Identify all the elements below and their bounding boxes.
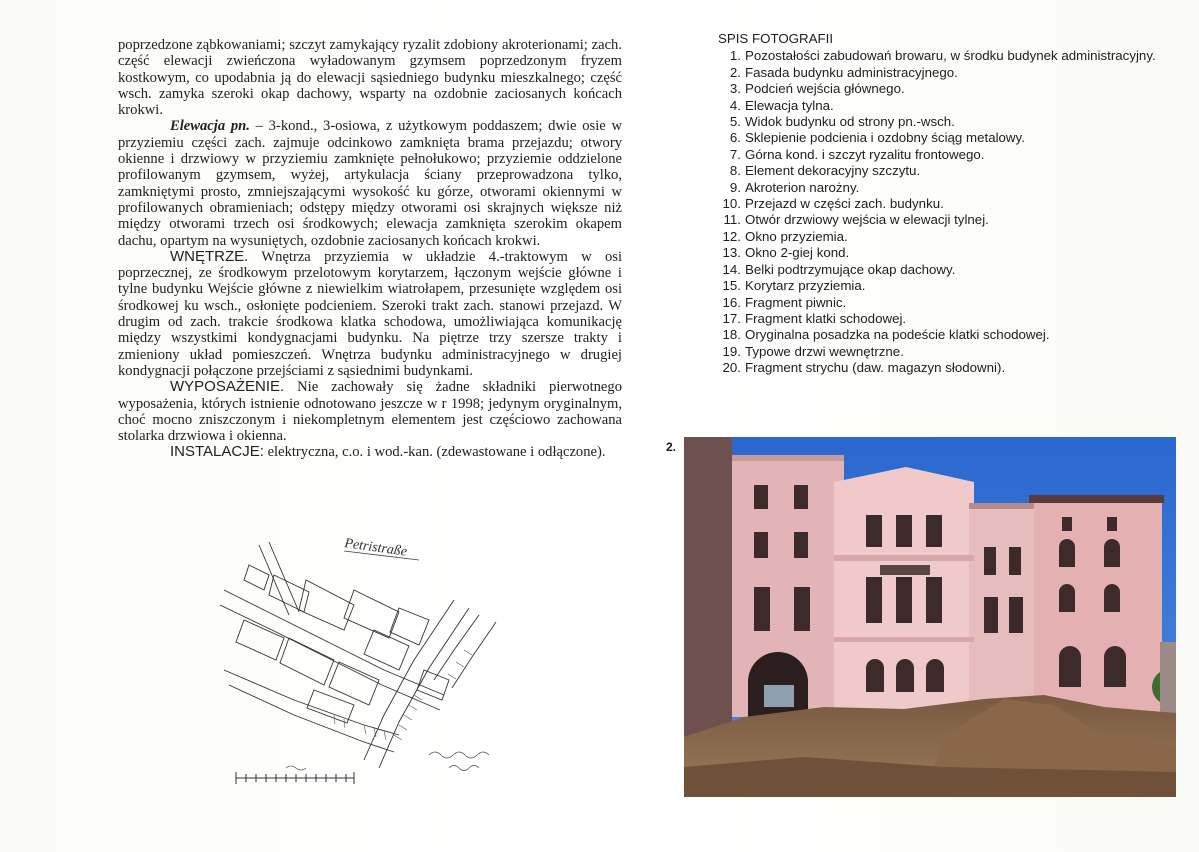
photo-list-item-text: Fragment piwnic. (745, 294, 847, 310)
photo-list-item-text: Okno 2-giej kond. (745, 245, 850, 261)
photo-list-item-number: 6. (729, 130, 741, 146)
photo-east-wing (969, 507, 1034, 717)
photo-list-item (716, 360, 1176, 376)
photo-list-item (716, 229, 1176, 245)
photo-list-item-text: Pozostałości zabudowań browaru, w środku budynek administracyjny. (745, 48, 1156, 64)
photo-list-item (716, 81, 1176, 97)
photo-list-item-number: 16. (722, 294, 741, 310)
photo-list-item-text: Fragment klatki schodowej. (745, 310, 907, 326)
photo-list-item-number: 10. (722, 196, 741, 212)
photo-list-item-text: Górna kond. i szczyt ryzalitu frontowego. (745, 146, 985, 162)
photo-list-item-number: 18. (722, 327, 741, 343)
photo-list-item-text: Otwór drzwiowy wejścia w elewacji tylnej. (745, 212, 989, 228)
photo-list-item (716, 130, 1176, 146)
map-hatching (334, 650, 472, 740)
photo-list-item-text: Elewacja tylna. (745, 97, 834, 113)
photo-list-item-number: 11. (723, 212, 741, 228)
photo-list-items (716, 48, 1176, 376)
map-handwritten-notes (429, 752, 489, 771)
photo-list-item (716, 180, 1176, 196)
paragraph-interior (118, 249, 622, 379)
photo-gateway (748, 652, 808, 717)
photo-list-item-text: Fragment strychu (daw. magazyn słodowni). (745, 360, 1006, 376)
description-text (118, 37, 622, 461)
photo-list-item-text: Akroterion narożny. (745, 179, 860, 195)
map-scale-bar (236, 766, 354, 784)
heading-installations: INSTALACJE: (170, 443, 264, 461)
photo-list-item (716, 311, 1176, 327)
photo-list-item-number: 20. (722, 360, 741, 376)
paragraph-north-elevation (118, 118, 622, 248)
photo-list-item-text: Belki podtrzymujące okap dachowy. (745, 261, 956, 277)
photo-list-item-number: 4. (729, 97, 741, 113)
photo-list-item (716, 163, 1176, 179)
photo-list-item-number: 14. (722, 261, 741, 277)
photo-list-item (716, 327, 1176, 343)
photo-list-item-number: 12. (722, 228, 741, 244)
paragraph-facade-end: poprzedzone ząbkowaniami; szczyt zamykający ryzalit zdobiony akroterionami; zach. część elewacji zwieńczona wyładowanym gzymsem poprzedzonym fryzem kostkowym, co upodabnia ją do elewacji sąsiedniego budynku mieszkalnego; część wsch. zamyka szeroki okap dachowy, wsparty na ozdobnie zaciosanych końcach krokwi. (118, 37, 622, 119)
site-map-drawing (214, 520, 524, 810)
photo-list-item-text: Oryginalna posadzka na podeście klatki schodowej. (745, 327, 1050, 343)
site-map-sketch (214, 520, 524, 810)
photo-list-item-number: 2. (729, 64, 741, 80)
photo-list-item (716, 114, 1176, 130)
photo-list-item-number: 13. (722, 245, 741, 261)
photo-list-item-text: Podcień wejścia głównego. (745, 81, 905, 97)
paragraph-installations (118, 444, 622, 460)
photo-list-item-text: Element dekoracyjny szczytu. (745, 163, 921, 179)
photo-list-item-number: 1. (729, 48, 741, 64)
photo-list-item (716, 344, 1176, 360)
photo-facade-sign (880, 565, 930, 575)
building-facade-photo (684, 437, 1176, 797)
photo-list-item (716, 295, 1176, 311)
photo-far-east-wing (1034, 499, 1162, 717)
photo-number: 2. (666, 440, 677, 454)
furnishings-body: Nie zachowały się żadne składniki pierwotnego wyposażenia, których istnienie odnotowano jeszcze w r 1998; jedynym oryginalnym, choć mocno zniszczonym i niekompletnym elementem jest częściowo zachowana stolarka drzwiowa i okienna. (118, 379, 622, 445)
interior-body: Wnętrza przyziemia w układzie 4.-traktowym w osi poprzecznej, ze środkowym przelotowym korytarzem, łączonym wejście główne i tylne budynku Wejście główne z niewielkim wiatrołapem, przesunięte względem osi środkowej ku wsch., osłonięte podcieniem. Szeroki trakt zach. stanowi przejazd. W drugim od zach. trakcie środkowa klatka schodowa, umożliwiająca komunikację między wszystkimi kondygnacjami budynku. Na piętrze trzy szersze trakty i zmieniony układ pomieszczeń. Wnętrza budynku administracyjnego w drugiej kondygnacji połączone przejściami z sąsiednimi budynkami. (118, 248, 622, 379)
facade-photo-drawing (684, 437, 1176, 797)
paragraph-furnishings (118, 379, 622, 444)
photo-list-item-number: 8. (729, 163, 741, 179)
photo-list (716, 31, 1176, 377)
heading-interior: WNĘTRZE. (170, 247, 249, 265)
photo-list-item-text: Korytarz przyziemia. (745, 278, 866, 294)
photo-list-item-number: 3. (729, 81, 741, 97)
map-linework (220, 542, 496, 768)
heading-north-elevation: Elewacja pn. (170, 118, 250, 135)
photo-list-item-text: Przejazd w części zach. budynku. (745, 196, 944, 212)
photo-list-title: SPIS FOTOGRAFII (718, 31, 834, 46)
photo-list-item-text: Widok budynku od strony pn.-wsch. (745, 114, 955, 130)
north-elevation-body: – 3-kond., 3-osiowa, z użytkowym poddaszem; dwie osie w przyziemiu części zach. zajmuje odcinkowo zamknięta brama przejazdu; otwory okienne i drzwiowy w przyziemiu zamknięte pełnołukowo; przyziemie oddzielone profilowanym gzymsem, wyżej, artykulacja ściany przeprowadzona tylko, zamkniętymi prosto, zmniejszającymi wysokość ku górze, otworami okiennymi w profilowanych obramieniach; odstępy między otworami osi skrajnych większe niż między otworami trzech osi środkowych; elewacja zamknięta szerokim okapem dachu, opartym na wysuniętych, ozdobnie zaciosanych końcach krokwi. (118, 118, 622, 249)
photo-list-item-number: 15. (722, 278, 741, 294)
photo-list-item (716, 48, 1176, 64)
photo-list-item-number: 19. (722, 343, 741, 359)
photo-list-item-text: Fasada budynku administracyjnego. (745, 64, 958, 80)
photo-list-item (716, 278, 1176, 294)
photo-list-item (716, 65, 1176, 81)
photo-list-item (716, 98, 1176, 114)
photo-list-item (716, 262, 1176, 278)
photo-list-item-number: 9. (729, 179, 741, 195)
photo-list-item-text: Sklepienie podcienia i ozdobny ściąg metalowy. (745, 130, 1025, 146)
photo-list-item (716, 196, 1176, 212)
map-street-label: Petristraße (343, 536, 408, 560)
photo-list-item (716, 212, 1176, 228)
photo-list-item (716, 245, 1176, 261)
photo-list-item-number: 17. (722, 310, 741, 326)
installations-body: elektryczna, c.o. i wod.-kan. (zdewastowane i odłączone). (263, 444, 606, 461)
photo-list-item-text: Typowe drzwi wewnętrzne. (745, 343, 904, 359)
photo-list-item-number: 5. (729, 114, 741, 130)
photo-list-item (716, 147, 1176, 163)
heading-furnishings: WYPOSAŻENIE. (170, 378, 285, 396)
photo-list-item-number: 7. (729, 146, 741, 162)
photo-list-item-text: Okno przyziemia. (745, 228, 848, 244)
